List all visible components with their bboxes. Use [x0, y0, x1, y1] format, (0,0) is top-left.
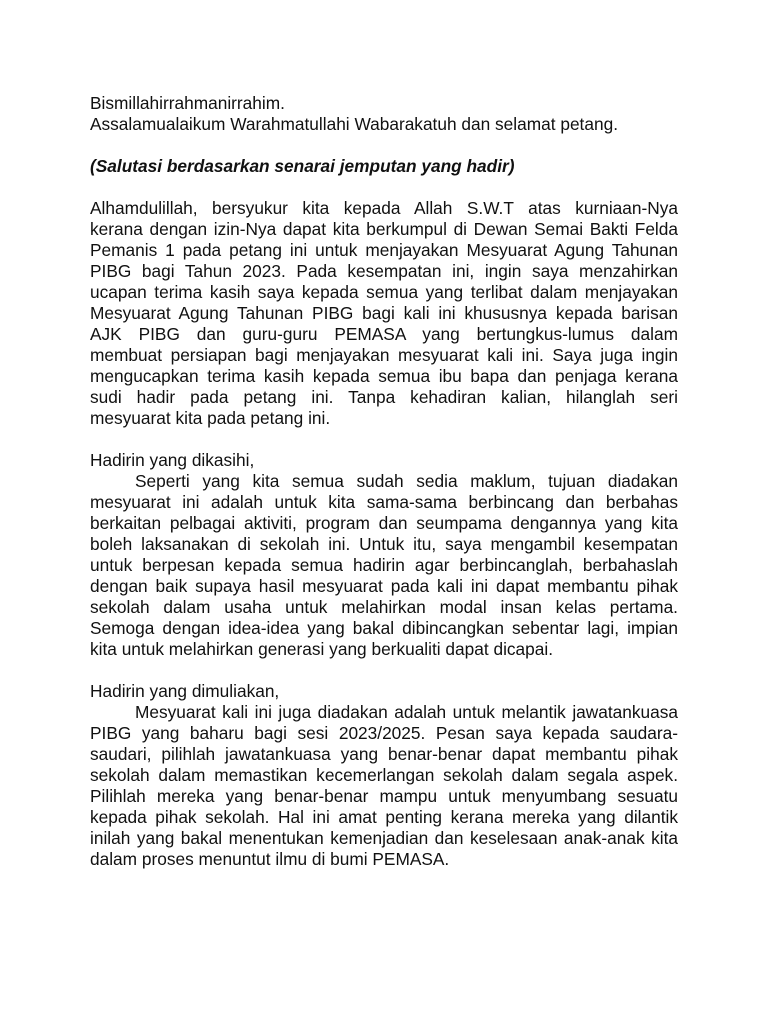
salutation-note: (Salutasi berdasarkan senarai jemputan yang hadir): [90, 156, 515, 176]
greeting-heading: Hadirin yang dikasihi,: [90, 450, 255, 470]
spacer: [90, 135, 678, 156]
paragraph-line: kepada pihak sekolah. Hal ini amat penting kerana mereka yang dilantik: [90, 807, 678, 827]
paragraph-purpose: [90, 471, 678, 660]
paragraph-election: [90, 702, 678, 870]
paragraph-line: AJK PIBG dan guru-guru PEMASA yang bertungkus-lumus dalam: [90, 324, 678, 344]
paragraph-line: kerana dengan izin-Nya dapat kita berkumpul di Dewan Semai Bakti Felda: [90, 219, 678, 239]
document-page: [90, 93, 678, 870]
paragraph-line: kita untuk melahirkan generasi yang berkualiti dapat dicapai.: [90, 639, 554, 659]
paragraph-line: sudi hadir pada petang ini. Tanpa kehadiran kalian, hilanglah seri: [90, 387, 678, 407]
paragraph-line: untuk berpesan kepada semua hadirin agar berbincanglah, berbahaslah: [90, 555, 678, 575]
spacer: [90, 177, 678, 198]
paragraph-line: Mesyuarat kali ini juga diadakan adalah untuk melantik jawatankuasa: [135, 702, 678, 722]
paragraph-line: Alhamdulillah, bersyukur kita kepada Allah S.W.T atas kurniaan-Nya: [90, 198, 678, 218]
paragraph-line: boleh laksanakan di sekolah ini. Untuk itu, saya mengambil kesempatan: [90, 534, 678, 554]
paragraph-line: berkaitan pelbagai aktiviti, program dan seumpama dengannya yang kita: [90, 513, 678, 533]
paragraph-line: sekolah dalam usaha untuk melahirkan modal insan kelas pertama.: [90, 597, 678, 617]
paragraph-line: Pilihlah mereka yang benar-benar mampu untuk menyumbang sesuatu: [90, 786, 678, 806]
paragraph-line: Seperti yang kita semua sudah sedia maklum, tujuan diadakan: [135, 471, 678, 491]
paragraph-line: Pemanis 1 pada petang ini untuk menjayakan Mesyuarat Agung Tahunan: [90, 240, 678, 260]
paragraph-line: PIBG bagi Tahun 2023. Pada kesempatan ini, ingin saya menzahirkan: [90, 261, 678, 281]
spacer: [90, 429, 678, 450]
paragraph-line: sekolah dalam memastikan kecemerlangan sekolah dalam segala aspek.: [90, 765, 678, 785]
greeting-heading: Hadirin yang dimuliakan,: [90, 681, 280, 701]
paragraph-line: mesyuarat ini adalah untuk kita sama-sama berbincang dan berbahas: [90, 492, 678, 512]
paragraph-intro: [90, 198, 678, 429]
paragraph-line: inilah yang bakal menentukan kemenjadian dan keselesaan anak-anak kita: [90, 828, 678, 848]
opening-line: Bismillahirrahmanirrahim.: [90, 93, 285, 113]
paragraph-line: membuat persiapan bagi menjayakan mesyuarat kali ini. Saya juga ingin: [90, 345, 678, 365]
paragraph-line: mengucapkan terima kasih kepada semua ibu bapa dan penjaga kerana: [90, 366, 678, 386]
spacer: [90, 660, 678, 681]
paragraph-line: mesyuarat kita pada petang ini.: [90, 408, 331, 428]
paragraph-line: saudari, pilihlah jawatankuasa yang benar-benar dapat membantu pihak: [90, 744, 678, 764]
paragraph-line: dalam proses menuntut ilmu di bumi PEMASA.: [90, 849, 450, 869]
paragraph-line: dengan baik supaya hasil mesyuarat pada kali ini dapat membantu pihak: [90, 576, 678, 596]
opening-line: Assalamualaikum Warahmatullahi Wabarakatuh dan selamat petang.: [90, 114, 618, 134]
paragraph-line: Mesyuarat Agung Tahunan PIBG bagi kali ini khususnya kepada barisan: [90, 303, 678, 323]
paragraph-line: ucapan terima kasih saya kepada semua yang terlibat dalam menjayakan: [90, 282, 678, 302]
paragraph-line: Semoga dengan idea-idea yang bakal dibincangkan sebentar lagi, impian: [90, 618, 678, 638]
paragraph-line: PIBG yang baharu bagi sesi 2023/2025. Pesan saya kepada saudara-: [90, 723, 678, 743]
